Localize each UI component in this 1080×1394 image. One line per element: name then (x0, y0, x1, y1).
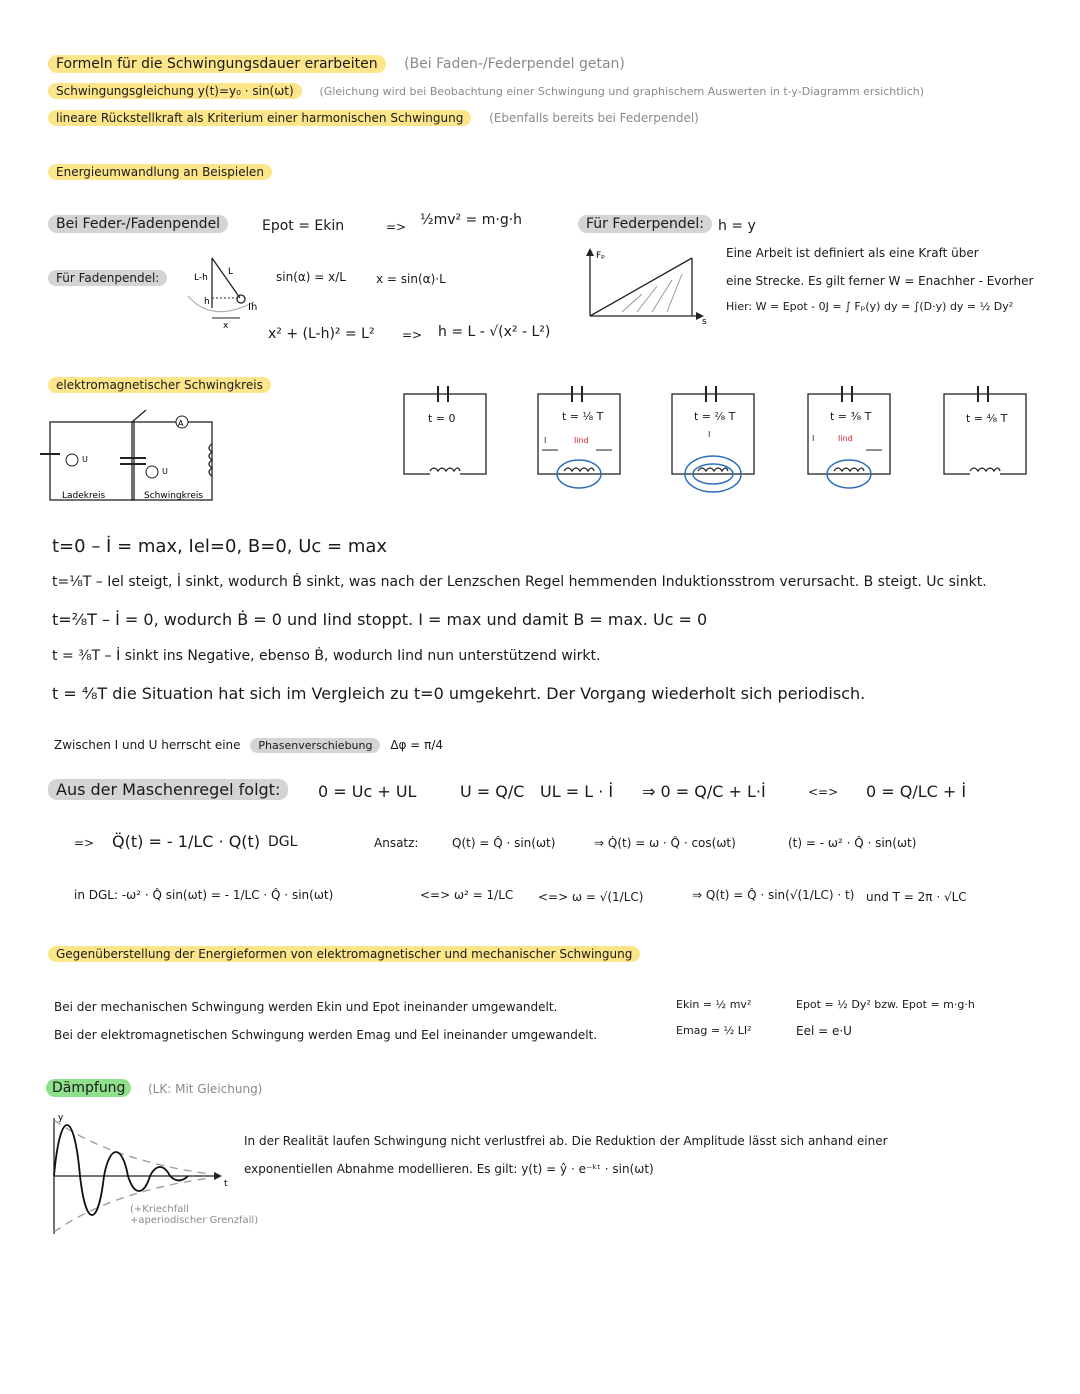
work-line-3: Hier: W = Epot - 0J = ∫ Fₚ(y) dy = ∫(D·y) dy = ½ Dy² (726, 300, 1014, 313)
mesh-label (48, 780, 288, 799)
phase-row (54, 738, 443, 752)
t-label: t (224, 1179, 228, 1189)
em-line-3: t = ³⁄₈T – İ sinkt ins Negative, ebenso Ḃ, wodurch Iind nun unterstützend wirkt. (52, 648, 601, 664)
pendulum-label-text: Bei Feder-/Fadenpendel (48, 215, 228, 233)
sin-alpha-eq: sin(α) = x/L (276, 270, 346, 284)
emag-formula: Emag = ½ LI² (676, 1024, 752, 1037)
stage-2 (668, 384, 760, 514)
ammeter-label: A (178, 419, 184, 428)
damping-note: (LK: Mit Gleichung) (148, 1082, 263, 1096)
pythagoras-eq: x² + (L-h)² = L² (268, 326, 375, 342)
pendulum-sketch (184, 252, 268, 328)
t-axis-arrow (214, 1172, 222, 1180)
damping-text-1: In der Realität laufen Schwingung nicht verlustfrei ab. Die Reduktion der Amplitude lässt sich anhand einer (244, 1134, 888, 1148)
pendulum-bob (237, 295, 245, 303)
phase-text: Zwischen I und U herrscht eine (54, 738, 241, 752)
q-result: ⇒ Q(t) = Q̂ · sin(√(1/LC) · t) (692, 888, 855, 902)
epot-formula: Epot = ½ Dy² bzw. Epot = m·g·h (796, 998, 975, 1011)
em-line-4: t = ⁴⁄₈T die Situation hat sich im Vergleich zu t=0 umgekehrt. Der Vorgang wiederholt sich periodisch. (52, 684, 866, 703)
label-x: x (223, 321, 229, 328)
u-label-2: U (162, 467, 168, 476)
epot-ekin: Epot = Ekin (262, 218, 345, 234)
mesh-label-text: Aus der Maschenregel folgt: (48, 779, 288, 800)
label-l-minus-h: L-h (194, 273, 208, 283)
restoring-force-row (48, 111, 699, 125)
phase-value: Δφ = π/4 (390, 738, 444, 752)
energy-title (48, 165, 272, 179)
schwing-loop (132, 422, 212, 500)
f-axis-arrow (586, 248, 594, 256)
em-line-1: t=⅛T – Iel steigt, İ sinkt, wodurch Ḃ sinkt, was nach der Lenzschen Regel hemmenden Induktionsstrom verursacht. B steigt. Uc sinkt. (52, 574, 987, 590)
restoring-force: lineare Rückstellkraft als Kriterium einer harmonischen Schwingung (48, 110, 471, 126)
em-line-0: t=0 – İ = max, Iel=0, B=0, Uc = max (52, 536, 388, 557)
stage-0-svg (400, 384, 492, 476)
h-eq: h = L - √(x² - L²) (438, 324, 551, 340)
stage-4-label: t = ⁴⁄₈ T (966, 412, 1008, 425)
voltmeter-2 (146, 466, 158, 478)
compare-mech: Bei der mechanischen Schwingung werden Ekin und Epot ineinander umgewandelt. (54, 1000, 558, 1014)
omega-squared: <=> ω² = 1/LC (420, 888, 514, 902)
stage-2-i: I (708, 430, 711, 439)
u-label-1: U (82, 455, 88, 464)
mesh-eq-5: 0 = Q/LC + İ (866, 782, 967, 801)
h-equals-y: h = y (718, 218, 756, 234)
formulas-title-row (48, 56, 625, 72)
feder-label-text: Für Federpendel: (578, 215, 712, 233)
formulas-title-note: (Bei Faden-/Federpendel getan) (404, 56, 625, 72)
faden-label (48, 271, 167, 285)
period-eq: und T = 2π · √LC (866, 890, 967, 904)
stage-1-label: t = ⅛ T (562, 410, 604, 423)
damping-cases: (+Kriechfall +aperiodischer Grenzfall) (130, 1204, 259, 1226)
compare-title (48, 947, 640, 961)
mesh-eq-3: UL = L · İ (540, 782, 614, 801)
mesh-eq-2: U = Q/C (460, 782, 525, 801)
y-label: y (58, 1113, 64, 1123)
stage-3-i: I (812, 434, 815, 443)
circuit-diagram (34, 408, 224, 504)
phase-label: Phasenverschiebung (250, 738, 380, 753)
damped-wave (54, 1125, 188, 1215)
work-line-1: Eine Arbeit ist definiert als eine Kraft über (726, 246, 979, 260)
fp-label: Fₚ (596, 251, 606, 261)
energy-arrow: => (386, 220, 407, 234)
damping-text-2: exponentiellen Abnahme modellieren. Es gilt: y(t) = ŷ · e⁻ᵏᵗ · sin(ωt) (244, 1162, 654, 1176)
label-ih: Ih (248, 302, 258, 313)
stage-2-label: t = ²⁄₈ T (694, 410, 736, 423)
label-l: L (228, 267, 234, 277)
dgl-eq: Q̈(t) = - 1/LC · Q(t) (112, 832, 261, 851)
stage-3 (804, 384, 896, 514)
faden-label-text: Für Fadenpendel: (48, 270, 167, 286)
pendulum-label (48, 216, 228, 232)
stage-4-svg (940, 384, 1032, 476)
mesh-eq-4: ⇒ 0 = Q/C + L·İ (642, 782, 766, 801)
damping-title-text: Dämpfung (46, 1079, 131, 1097)
stage-1-svg (534, 384, 626, 510)
mesh-equiv: <=> (808, 785, 839, 799)
lade-loop (50, 422, 134, 500)
force-distance-diagram (582, 246, 712, 324)
stage-3-label: t = ³⁄₈ T (830, 410, 872, 423)
stage-2-svg (668, 384, 760, 510)
eel-formula: Eel = e·U (796, 1024, 852, 1038)
stage-3-svg (804, 384, 896, 510)
ansatz-label: Ansatz: (374, 836, 419, 850)
derivative-2: (t) = - ω² · Q̂ · sin(ωt) (788, 836, 917, 850)
energy-title-text: Energieumwandlung an Beispielen (48, 164, 272, 180)
stage-0-label: t = 0 (428, 412, 456, 425)
s-label: s (702, 317, 707, 324)
stage-1-iind: Iind (574, 436, 589, 445)
switch (132, 410, 146, 422)
schwing-label: Schwingkreis (144, 491, 204, 501)
restoring-force-note: (Ebenfalls bereits bei Federpendel) (489, 111, 699, 125)
label-h: h (204, 297, 210, 307)
compare-em: Bei der elektromagnetischen Schwingung werden Emag und Eel ineinander umgewandelt. (54, 1028, 598, 1042)
half-mv2-eq: ½mv² = m·g·h (420, 212, 523, 228)
em-line-2: t=²⁄₈T – İ = 0, wodurch Ḃ = 0 und Iind stoppt. I = max und damit B = max. Uc = 0 (52, 610, 708, 629)
stage-1-i: I (544, 436, 547, 445)
pythag-arrow: => (402, 328, 423, 342)
mesh-eq-1: 0 = Uc + UL (318, 782, 417, 801)
feder-label (578, 216, 712, 232)
lade-label: Ladekreis (62, 491, 106, 501)
upper-envelope (54, 1120, 210, 1174)
work-line-2: eine Strecke. Es gilt ferner W = Enachher - Evorher (726, 274, 1034, 288)
em-title (48, 378, 271, 392)
substitution: in DGL: -ω² · Q̂ sin(ωt) = - 1/LC · Q̂ · sin(ωt) (74, 888, 334, 902)
omega-eq: <=> ω = √(1/LC) (538, 890, 644, 904)
stage-1 (534, 384, 626, 514)
stage-0 (400, 384, 492, 480)
damping-title (46, 1080, 131, 1096)
compare-title-text: Gegenüberstellung der Energieformen von elektromagnetischer und mechanischer Schwingung (48, 946, 640, 962)
dgl-label: DGL (268, 834, 298, 850)
oscillation-equation-note: (Gleichung wird bei Beobachtung einer Schwingung und graphischem Auswerten in t-y-Diagramm ersichtlich) (319, 85, 924, 98)
em-title-text: elektromagnetischer Schwingkreis (48, 377, 271, 393)
voltmeter-1 (66, 454, 78, 466)
formulas-title: Formeln für die Schwingungsdauer erarbeiten (48, 55, 386, 73)
ansatz-eq: Q(t) = Q̂ · sin(ωt) (452, 836, 556, 850)
stage-3-iind: Iind (838, 434, 853, 443)
oscillation-equation: Schwingungsgleichung y(t)=y₀ · sin(ωt) (48, 83, 302, 99)
derivative-1: ⇒ Q̇(t) = ω · Q̂ · cos(ωt) (594, 836, 736, 850)
pendulum-string (212, 258, 240, 298)
ekin-formula: Ekin = ½ mv² (676, 998, 752, 1011)
stage-4 (940, 384, 1032, 480)
oscillation-equation-row (48, 84, 924, 98)
x-eq: x = sin(α)·L (376, 272, 446, 286)
dgl-arrow: => (74, 836, 95, 850)
